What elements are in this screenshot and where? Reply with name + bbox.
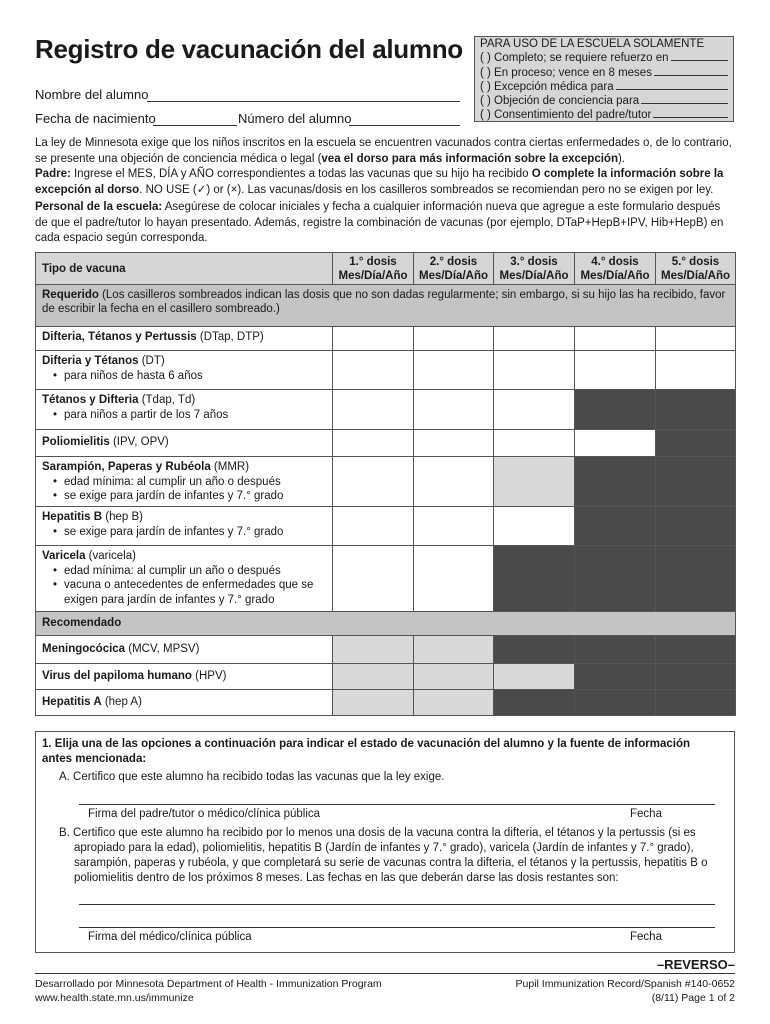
dose-cell[interactable] (575, 351, 656, 390)
table-row: Tétanos y Difteria (Tdap, Td) • para niños a partir de los 7 años (36, 390, 736, 430)
student-number-field[interactable] (349, 125, 460, 126)
school-option-in-process[interactable]: ( ) En proceso; vence en 8 meses (480, 64, 728, 78)
table-row: Meningocócica (MCV, MPSV) (36, 636, 736, 664)
dose-cell-light[interactable] (414, 664, 494, 690)
dose-cell[interactable] (414, 457, 494, 507)
certification-box (35, 731, 735, 953)
remaining-doses-line[interactable] (79, 904, 715, 905)
dose-cell-light[interactable] (494, 664, 575, 690)
footer-website: www.health.state.mn.us/immunize (35, 992, 194, 1004)
dose-cell-dark[interactable] (656, 390, 736, 430)
vaccine-table (35, 252, 736, 716)
dose-cell[interactable] (494, 351, 575, 390)
dose-cell-dark[interactable] (575, 636, 656, 664)
dose-cell[interactable] (333, 507, 414, 546)
col-dose-3: 3.° dosis Mes/Día/Año (494, 253, 575, 285)
dose-cell-dark[interactable] (656, 690, 736, 716)
dose-cell[interactable] (414, 546, 494, 612)
dose-cell-dark[interactable] (575, 390, 656, 430)
dose-cell[interactable] (494, 327, 575, 351)
student-name-field[interactable] (147, 101, 460, 102)
certification-question: 1. Elija una de las opciones a continuación para indicar el estado de vacunación del alumno y la fuente de información antes mencionada: (42, 738, 690, 765)
signature-b-line[interactable] (79, 927, 715, 928)
dose-cell-dark[interactable] (656, 507, 736, 546)
table-row: Hepatitis B (hep B) • se exige para jardín de infantes y 7.° grado (36, 507, 736, 546)
dose-cell-light[interactable] (333, 664, 414, 690)
signature-a-line[interactable] (79, 804, 715, 805)
signature-b-label: Firma del médico/clínica pública (88, 931, 252, 943)
school-option-parent-consent[interactable]: ( ) Consentimiento del padre/tutor (480, 107, 728, 121)
col-dose-4: 4.° dosis Mes/Día/Año (575, 253, 656, 285)
dose-cell[interactable] (333, 351, 414, 390)
parent-paragraph: Padre: Ingrese el MES, DÍA y AÑO correspondientes a todas las vacunas que su hijo ha recibido O complete la información sobre la excepción al dorso. NO USE (✓) or (×). Las vacunas/dosis en los casilleros sombreados se recomiendan pero no se exigen por ley. (35, 168, 724, 196)
dose-cell-dark[interactable] (656, 430, 736, 457)
school-option-medical-exemption[interactable]: ( ) Excepción médica para (480, 79, 728, 93)
dose-cell-dark[interactable] (656, 636, 736, 664)
dose-cell-dark[interactable] (575, 546, 656, 612)
dose-cell-dark[interactable] (494, 636, 575, 664)
school-use-header: PARA USO DE LA ESCUELA SOLAMENTE (480, 38, 705, 50)
dose-cell[interactable] (414, 430, 494, 457)
table-row: Hepatitis A (hep A) (36, 690, 736, 716)
dose-cell-light[interactable] (333, 636, 414, 664)
dose-cell[interactable] (333, 457, 414, 507)
dose-cell[interactable] (414, 351, 494, 390)
dose-cell[interactable] (414, 327, 494, 351)
table-row: Difteria, Tétanos y Pertussis (DTap, DTP) (36, 327, 736, 351)
dose-cell[interactable] (333, 390, 414, 430)
dose-cell-dark[interactable] (575, 690, 656, 716)
dose-cell[interactable] (333, 546, 414, 612)
dose-cell[interactable] (494, 430, 575, 457)
dose-cell-dark[interactable] (656, 457, 736, 507)
date-b-label: Fecha (630, 931, 662, 943)
student-number-label: Número del alumno (238, 111, 352, 126)
footer-page-number: (8/11) Page 1 of 2 (651, 992, 735, 1004)
col-vaccine-type: Tipo de vacuna (36, 253, 333, 285)
dose-cell[interactable] (656, 327, 736, 351)
option-a-text: A. Certifico que este alumno ha recibido todas las vacunas que la ley exige. (59, 771, 445, 783)
birth-date-label: Fecha de nacimiento (35, 111, 156, 126)
table-header-row (36, 253, 736, 285)
dose-cell-light[interactable] (494, 457, 575, 507)
dose-cell[interactable] (494, 390, 575, 430)
dose-cell[interactable] (333, 327, 414, 351)
dose-cell-dark[interactable] (575, 507, 656, 546)
dose-cell[interactable] (414, 507, 494, 546)
col-dose-5: 5.° dosis Mes/Día/Año (656, 253, 736, 285)
dose-cell-light[interactable] (333, 690, 414, 716)
table-row: Virus del papiloma humano (HPV) (36, 664, 736, 690)
col-dose-2: 2.° dosis Mes/Día/Año (414, 253, 494, 285)
dose-cell-dark[interactable] (575, 457, 656, 507)
school-use-box (474, 36, 734, 122)
footer-form-id: Pupil Immunization Record/Spanish #140-0652 (515, 978, 735, 990)
signature-a-label: Firma del padre/tutor o médico/clínica pública (88, 808, 321, 820)
dose-cell[interactable] (575, 430, 656, 457)
birth-date-field[interactable] (153, 125, 237, 126)
dose-cell-dark[interactable] (494, 690, 575, 716)
dose-cell-dark[interactable] (656, 664, 736, 690)
recommended-section-row: Recomendado (36, 612, 736, 636)
table-row: Varicela (varicela) • edad mínima: al cumplir un año o después • vacuna o antecedentes de enfermedades que se exigen para jardín de infantes y 7.° grado (36, 546, 736, 612)
dose-cell-dark[interactable] (656, 546, 736, 612)
col-dose-1: 1.° dosis Mes/Día/Año (333, 253, 414, 285)
dose-cell-dark[interactable] (494, 546, 575, 612)
school-option-conscience-objection[interactable]: ( ) Objeción de conciencia para (480, 93, 728, 107)
date-a-label: Fecha (630, 808, 662, 820)
dose-cell[interactable] (656, 351, 736, 390)
student-name-label: Nombre del alumno (35, 87, 149, 102)
table-row: Sarampión, Paperas y Rubéola (MMR) • edad mínima: al cumplir un año o después • se exige para jardín de infantes y 7.° grado (36, 457, 736, 507)
dose-cell[interactable] (575, 327, 656, 351)
dose-cell-light[interactable] (414, 636, 494, 664)
dose-cell[interactable] (333, 430, 414, 457)
option-b-text: B. Certifico que este alumno ha recibido por lo menos una dosis de la vacuna contra la difteria, el tétanos y la pertussis (si es apropiado para la edad), poliomielitis, hepatitis B (Jardín de infantes y 7.° grado), varicela (Jardín de infantes y 7.° grado), sarampión, paperas y rubéola, y que completará su serie de vacunas contra la difteria, el tétanos y la pertussis, hepatitis B o poliomielitis dentro de los próximos 8 meses. Las fechas en las que deberán darse las dosis restantes son: (59, 827, 708, 884)
staff-paragraph: Personal de la escuela: Asegúrese de colocar iniciales y fecha a cualquier información nueva que agregue a este formulario después de que el padre/tutor lo hayan presentado. Además, registre la combinación de vacunas (por ejemplo, DTaP+HepB+IPV, Hib+HepB) en cada espacio según corresponda. (35, 201, 724, 244)
footer-rule (35, 973, 735, 974)
reverso-label: –REVERSO– (656, 957, 735, 972)
dose-cell[interactable] (494, 507, 575, 546)
table-row: Poliomielitis (IPV, OPV) (36, 430, 736, 457)
required-section-row: Requerido (Los casilleros sombreados indican las dosis que no son dadas regularmente; sin embargo, si su hijo las ha recibido, favor de escribir la fecha en el casillero sombreado.) (36, 285, 736, 327)
law-paragraph: La ley de Minnesota exige que los niños inscritos en la escuela se encuentren vacunados contra ciertas enfermedades o, de lo contrario, se presente una objeción de conciencia médica o legal (vea el dorso para más información sobre la excepción). (35, 137, 732, 165)
school-option-complete[interactable]: ( ) Completo; se requiere refuerzo en (480, 50, 728, 64)
footer-left-line1: Desarrollado por Minnesota Department of Health - Immunization Program (35, 978, 382, 990)
dose-cell-light[interactable] (414, 690, 494, 716)
table-row: Difteria y Tétanos (DT) • para niños de hasta 6 años (36, 351, 736, 390)
dose-cell[interactable] (414, 390, 494, 430)
dose-cell-dark[interactable] (575, 664, 656, 690)
page-title: Registro de vacunación del alumno (35, 34, 463, 64)
